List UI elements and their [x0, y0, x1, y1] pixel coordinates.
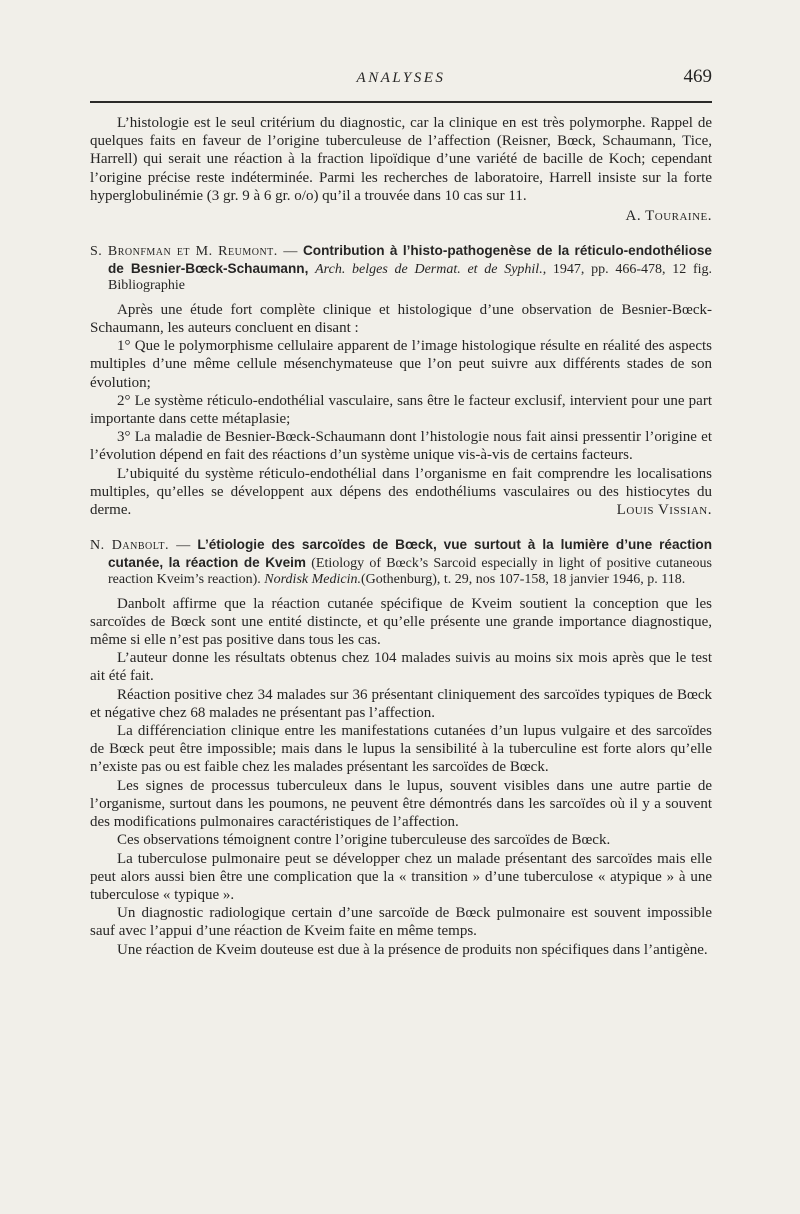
entry-author: N. Danbolt. — — [90, 538, 191, 554]
entry-journal: Nordisk Medicin. — [264, 572, 361, 588]
review-danbolt — [90, 537, 712, 959]
review-paragraph: La différenciation clinique entre les manifestations cutanées d’un lupus vulgaire et des sarcoïdes de Bœck peut être impossible; mais dans le lupus la sensibilité à la tuberculine est forte alors qu’elle n’existe pas ou est faible chez les malades présentant les sarcoïdes de Bœck. — [90, 723, 712, 776]
review-signature: Louis Vissian. — [616, 501, 712, 518]
page-body — [90, 114, 712, 959]
review-paragraph: Un diagnostic radiologique certain d’une sarcoïde de Bœck pulmonaire est souvent impossible sauf avec l’appui d’une réaction de Kveim faite en même temps. — [90, 905, 712, 940]
review-paragraph: Une réaction de Kveim douteuse est due à la présence de produits non spécifiques dans l’antigène. — [117, 941, 708, 958]
page-number: 469 — [683, 66, 712, 87]
review-paragraph: Réaction positive chez 34 malades sur 36 présentant cliniquement des sarcoïdes typiques de Bœck et négative chez 68 malades ne présentant pas l’affection. — [90, 686, 712, 721]
review-paragraph: 3° La maladie de Besnier-Bœck-Schaumann dont l’histologie nous fait ainsi pressentir l’origine et l’évolution dépend en fait des réactions d’un système unique vis-à-vis de certains facteurs. — [90, 429, 712, 464]
review-paragraph: 2° Le système réticulo-endothélial vasculaire, sans être le facteur exclusif, intervient pour une part importante dans cette métaplasie; — [90, 392, 712, 427]
review-paragraph: La tuberculose pulmonaire peut se développer chez un malade présentant des sarcoïdes mais elle peut alors aussi bien être une complication que la « transition » d’une tuberculose « atypique » à une tuberculose « typique ». — [90, 850, 712, 903]
entry-title: Contribution à l’histo-pathogenèse de la réticulo-endothéliose de Besnier-Bœck-Schaumann, — [108, 243, 712, 276]
review-paragraph: L’histologie est le seul critérium du diagnostic, car la clinique en est très polymorphe. Rappel de quelques faits en faveur de l’origine tuberculeuse de l’affection (Reisner, Bœck, Schaumann, Tice, Harrell) qui serait une réaction à la fraction lipoïdique d’une variété de bacille de Koch; cependant l’origine précise reste indéterminée. Parmi les recherches de laboratoire, Harrell insiste sur la forte hyperglobulinémie (3 gr. 9 à 6 gr. o/o) qu’il a trouvée dans 10 cas sur 11. — [90, 115, 712, 204]
review-paragraph: L’auteur donne les résultats obtenus chez 104 malades suivis au moins six mois après que le test ait été fait. — [90, 650, 712, 685]
review-paragraph: Après une étude fort complète clinique et histologique d’une observation de Besnier-Bœck-Schaumann, les auteurs concluent en disant : — [90, 301, 712, 336]
review-paragraph-text: L’ubiquité du système réticulo-endothélial dans l’organisme en fait comprendre les localisations multiples, qu’elles se développent aux dépens des endothéliums vasculaires ou des histiocytes du derme. — [90, 465, 712, 518]
entry-journal: Arch. belges de Dermat. et de Syphil. — [315, 261, 543, 277]
review-paragraph: 1° Que le polymorphisme cellulaire apparent de l’image histologique résulte en réalité des aspects multiples d’une même cellule mésenchymateuse que l’on peut suivre aux différents stades de son évolution; — [90, 338, 712, 391]
entry-title: L’étiologie des sarcoïdes de Bœck, vue surtout à la lumière d’une réaction cutanée, la réaction de Kveim — [108, 537, 712, 570]
entry-citation: , 1947, pp. 466-478, 12 fig. Bibliographie — [108, 261, 713, 294]
header-rule — [90, 101, 712, 103]
review-bronfman — [90, 243, 712, 519]
review-paragraph: Danbolt affirme que la réaction cutanée spécifique de Kveim soutient la conception que les sarcoïdes de Bœck sont une entité distincte, et qu’elle présente une grande importance diagnostique, même si elle n’est pas positive dans tous les cas. — [90, 595, 712, 649]
review-signature: A. Touraine. — [625, 208, 712, 225]
page-header — [90, 66, 712, 94]
entry-heading — [90, 537, 712, 589]
entry-authors: S. Bronfman et M. Reumont. — — [90, 244, 298, 260]
running-title: ANALYSES — [356, 70, 446, 86]
review-paragraph: Les signes de processus tuberculeux dans le lupus, souvent visibles dans une autre partie de l’organisme, surtout dans les poumons, ne peuvent être démontrés dans les sarcoïdes où il y a souvent des modifications pulmonaires caractéristiques de l’affection. — [90, 777, 712, 831]
entry-heading — [90, 243, 712, 295]
review-paragraph: Ces observations témoignent contre l’origine tuberculeuse des sarcoïdes de Bœck. — [117, 832, 611, 849]
review-touraine — [90, 114, 712, 225]
review-paragraph-last — [90, 465, 712, 520]
entry-citation: (Gothenburg), t. 29, nos 107-158, 18 janvier 1946, p. 118. — [360, 572, 686, 588]
entry-translation: (Etiology of Bœck’s Sarcoid especially in light of positive cutaneous reaction Kveim’s reaction). — [108, 555, 712, 588]
